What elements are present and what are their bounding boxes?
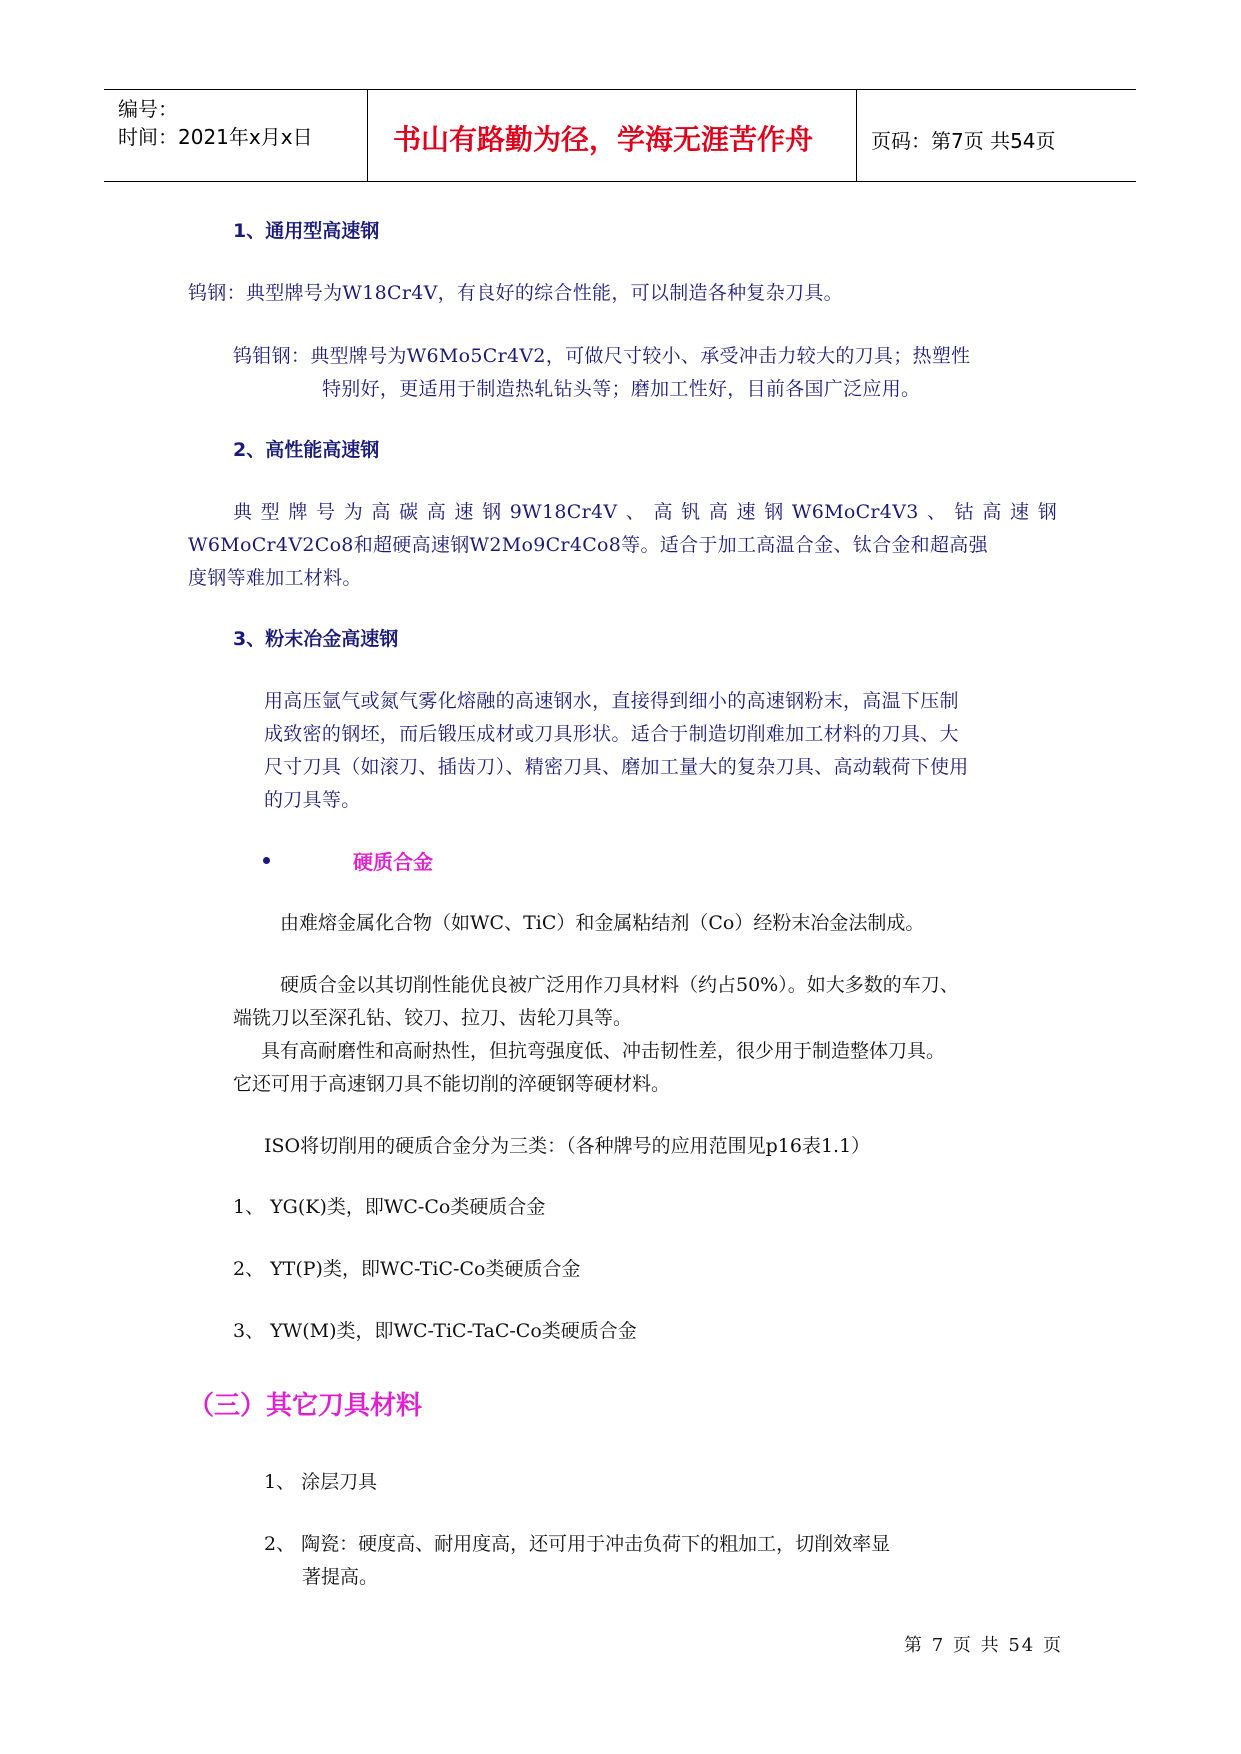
- class-2-item: 2、 YT(P)类，即WC-TiC-Co类硬质合金: [233, 1258, 581, 1280]
- header-bottom-border: [104, 181, 1136, 182]
- hard-alloy-paragraph-2-line-2: 端铣刀以至深孔钻、铰刀、拉刀、齿轮刀具等。: [233, 1007, 633, 1029]
- section-1-title: 1、通用型高速钢: [233, 220, 380, 242]
- header-time-label: 时间：2021年x月x日: [118, 125, 313, 149]
- section-1-paragraph-2-line-2: 特别好，更适用于制造热轧钻头等；磨加工性好，目前各国广泛应用。: [322, 378, 921, 400]
- header-motto: 书山有路勤为径，学海无涯苦作舟: [393, 123, 814, 156]
- section-3-line-4: 的刀具等。: [264, 789, 361, 811]
- other-item-1: 1、 涂层刀具: [264, 1471, 378, 1493]
- section-3-title: 3、粉末冶金高速钢: [233, 628, 399, 650]
- other-item-2-line-1: 2、 陶瓷：硬度高、耐用度高，还可用于冲击负荷下的粗加工，切削效率显: [264, 1533, 891, 1555]
- header-divider-right: [856, 89, 857, 182]
- section-3-line-1: 用高压氩气或氮气雾化熔融的高速钢水，直接得到细小的高速钢粉末，高温下压制: [264, 690, 959, 712]
- bullet-icon: [263, 857, 270, 864]
- section-2-line-1: 典型牌号为高碳高速钢9W18Cr4V、高钒高速钢W6MoCr4V3、钴高速钢: [233, 501, 1057, 523]
- section-1-paragraph-1: 钨钢：典型牌号为W18Cr4V，有良好的综合性能，可以制造各种复杂刀具。: [188, 282, 843, 304]
- section-2-line-3: 度钢等难加工材料。: [188, 567, 362, 589]
- hard-alloy-paragraph-3-line-2: 它还可用于高速钢刀具不能切削的淬硬钢等硬材料。: [233, 1073, 671, 1095]
- section-2-line-2: W6MoCr4V2Co8和超硬高速钢W2Mo9Cr4Co8等。适合于加工高温合金、钛合金和超高强: [188, 534, 988, 556]
- class-3-item: 3、 YW(M)类，即WC-TiC-TaC-Co类硬质合金: [233, 1320, 637, 1342]
- section-3-line-3: 尺寸刀具（如滚刀、插齿刀）、精密刀具、磨加工量大的复杂刀具、高动载荷下使用: [264, 756, 969, 778]
- section-2-title: 2、高性能高速钢: [233, 439, 380, 461]
- other-item-2-line-2: 著提高。: [302, 1566, 379, 1588]
- hard-alloy-paragraph-3-line-1: 具有高耐磨性和高耐热性，但抗弯强度低、冲击韧性差，很少用于制造整体刀具。: [261, 1040, 946, 1062]
- hard-alloy-paragraph-1: 由难熔金属化合物（如WC、TiC）和金属粘结剂（Co）经粉末冶金法制成。: [280, 912, 925, 934]
- header-divider-left: [367, 89, 368, 182]
- other-materials-title: （三）其它刀具材料: [188, 1391, 423, 1421]
- section-1-paragraph-2-line-1: 钨钼钢：典型牌号为W6Mo5Cr4V2，可做尺寸较小、承受冲击力较大的刀具；热塑性: [233, 345, 971, 367]
- hard-alloy-title: 硬质合金: [353, 850, 433, 874]
- section-3-line-2: 成致密的钢坯，而后锻压成材或刀具形状。适合于制造切削难加工材料的刀具、大: [264, 723, 959, 745]
- header-number-label: 编号：: [118, 97, 178, 121]
- class-1-item: 1、 YG(K)类，即WC-Co类硬质合金: [233, 1196, 546, 1218]
- footer-page-number: 第 7 页 共 54 页: [904, 1635, 1063, 1656]
- hard-alloy-paragraph-2-line-1: 硬质合金以其切削性能优良被广泛用作刀具材料（约占50%）。如大多数的车刀、: [280, 974, 959, 996]
- iso-classification-line: ISO将切削用的硬质合金分为三类：（各种牌号的应用范围见p16表1.1）: [264, 1135, 871, 1157]
- header-top-border: [104, 89, 1136, 90]
- header-page-label: 页码：第7页 共54页: [871, 129, 1056, 153]
